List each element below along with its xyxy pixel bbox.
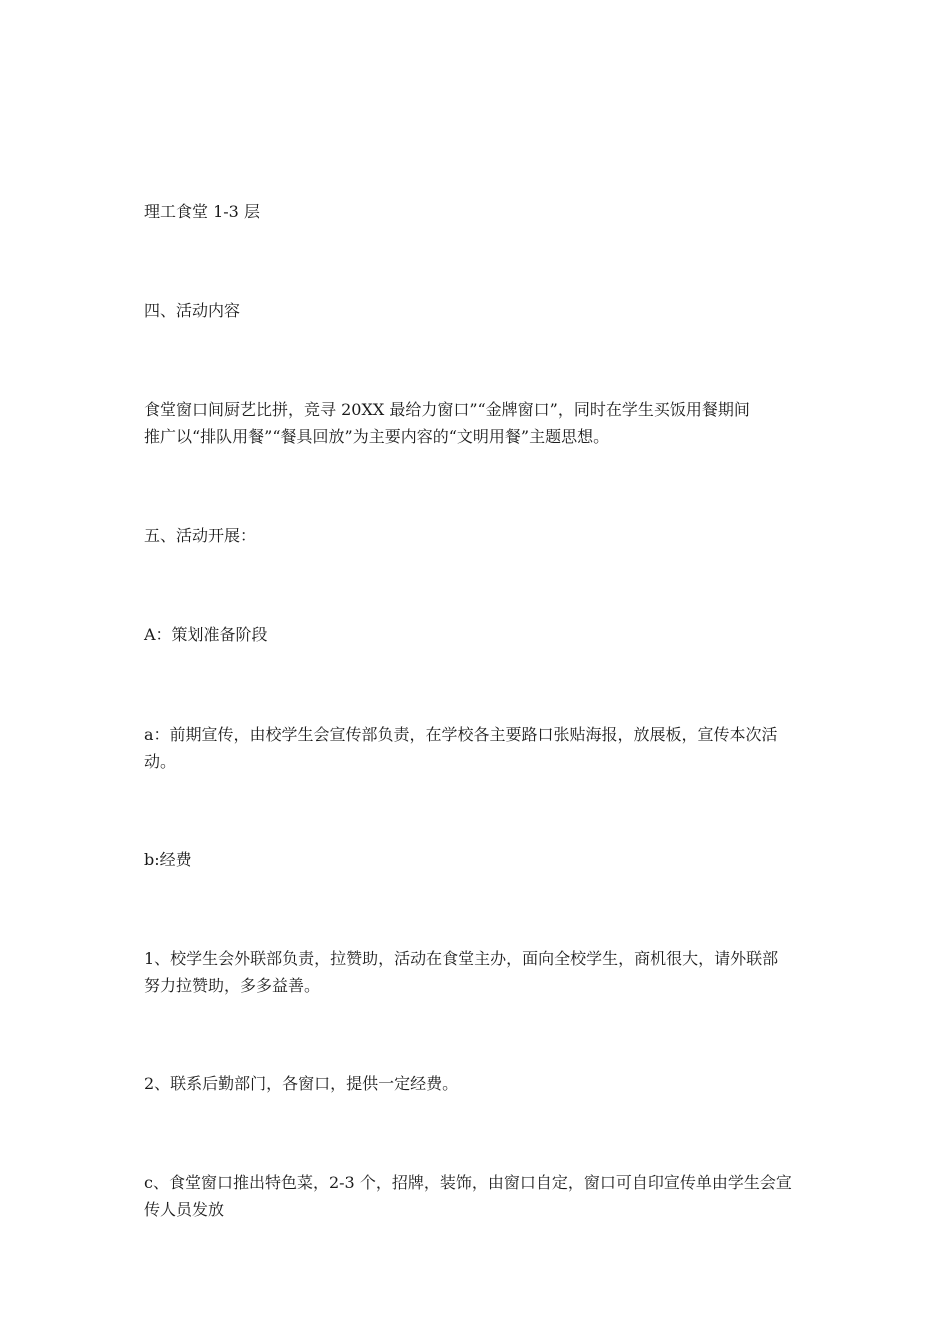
- text-line: 五、活动开展：: [144, 526, 257, 545]
- text-line: a：前期宣传，由校学生会宣传部负责，在学校各主要路口张贴海报，放展板，宣传本次活: [144, 725, 778, 744]
- text-line: 推广以“排队用餐”“餐具回放”为主要内容的“文明用餐”主题思想。: [144, 427, 610, 446]
- publicity-paragraph: [144, 721, 810, 775]
- text-line: 2、联系后勤部门，各窗口，提供一定经费。: [144, 1074, 459, 1093]
- activity-content-paragraph: [144, 396, 810, 450]
- location-paragraph: [144, 198, 810, 225]
- text-line: 动。: [144, 752, 177, 771]
- text-line: 四、活动内容: [144, 301, 241, 320]
- sponsorship-paragraph: [144, 945, 810, 999]
- text-line: 努力拉赞助，多多益善。: [144, 976, 321, 995]
- logistics-funding-paragraph: [144, 1070, 810, 1097]
- text-line: c、食堂窗口推出特色菜，2-3 个，招牌，装饰，由窗口自定，窗口可自印宣传单由学生会宣: [144, 1173, 792, 1192]
- specialty-dish-paragraph: [144, 1169, 810, 1223]
- text-line: 1、校学生会外联部负责，拉赞助，活动在食堂主办，面向全校学生，商机很大，请外联部: [144, 949, 779, 968]
- text-line: A：策划准备阶段: [144, 625, 268, 644]
- subheading-planning-stage: [144, 621, 810, 648]
- text-line: 理工食堂 1-3 层: [144, 202, 260, 221]
- text-line: 传人员发放: [144, 1200, 225, 1219]
- section-heading-activity-content: [144, 297, 810, 324]
- text-line: 食堂窗口间厨艺比拼，竞寻 20XX 最给力窗口”“金牌窗口”，同时在学生买饭用餐期间: [144, 400, 750, 419]
- section-heading-activity-development: [144, 522, 810, 549]
- text-line: b:经费: [144, 850, 192, 869]
- subheading-funding: [144, 846, 810, 873]
